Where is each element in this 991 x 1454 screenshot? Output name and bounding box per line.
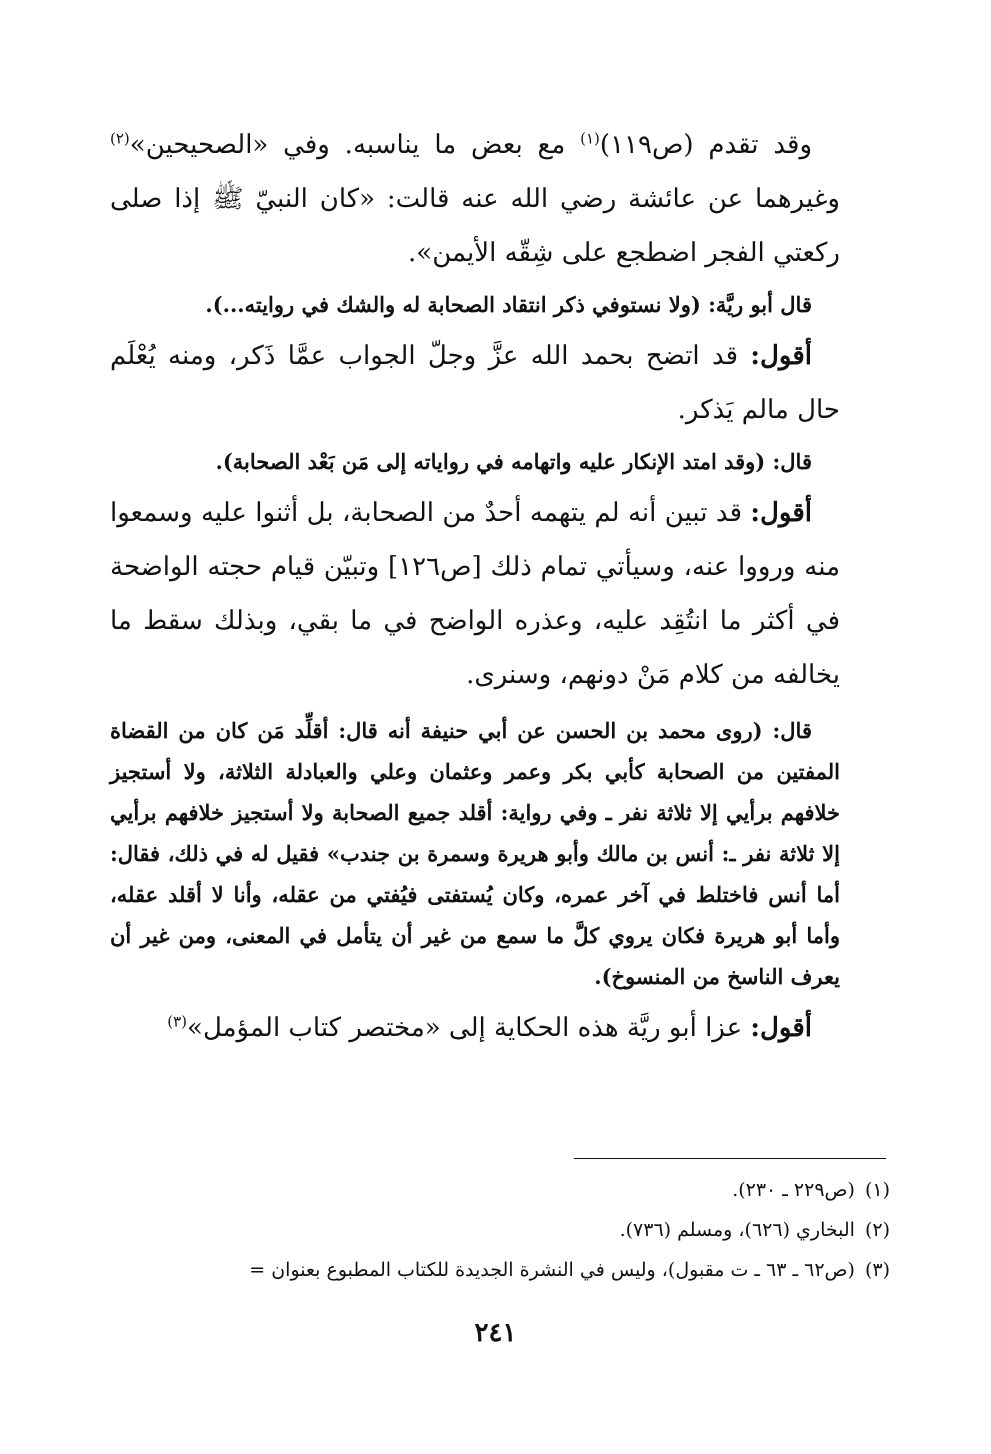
footnote-ref-1[interactable]: (١): [580, 129, 600, 148]
footnote-ref-2[interactable]: (٢): [110, 129, 130, 148]
footnote-item: [110, 1210, 890, 1250]
paragraph-1-text-c: وغيرهما عن عائشة رضي الله عنه قالت: «كان النبيّ ﷺ إذا صلى ركعتي الفجر اضطجع على شِقّه الأيمن».: [110, 184, 840, 268]
answer-1-label: أقول:: [750, 341, 812, 371]
page-number: ٢٤١: [474, 1318, 517, 1348]
footnote-number: (٣): [864, 1259, 890, 1281]
answer-1: [110, 329, 840, 437]
paragraph-1-text-a: وقد تقدم (ص١١٩): [599, 130, 812, 160]
quote-1: قال أبو ريَّة: (ولا نستوفي ذكر انتقاد الصحابة له والشك في روايته...).: [205, 292, 812, 317]
footnote-number: (١): [864, 1179, 890, 1201]
footnote-divider: [574, 1158, 886, 1159]
answer-2-text: قد تبين أنه لم يتهمه أحدٌ من الصحابة، بل أثنوا عليه وسمعوا منه ورووا عنه، وسيأتي تمام ذلك [ص١٢٦] وتبيّن قيام حجته الواضحة في أكثر ما انتُقِد عليه، وعذره الواضح في ما بقي، وبذلك سقط ما يخالفه من كلام مَنْ دونهم، وسنرى.: [110, 498, 840, 690]
footnote-text: (ص٦٢ ـ ٦٣ ـ ت مقبول)، وليس في النشرة الجديدة للكتاب المطبوع بعنوان =: [249, 1259, 855, 1281]
answer-3: [110, 1001, 840, 1055]
footnotes: [110, 1170, 890, 1290]
answer-1-text: قد اتضح بحمد الله عزَّ وجلّ الجواب عمَّا ذَكر، ومنه يُعْلَم حال مالم يَذكر.: [110, 341, 840, 425]
footnote-ref-3[interactable]: (٣): [167, 1012, 188, 1031]
answer-3-text: عزا أبو ريَّة هذه الحكاية إلى «مختصر كتاب المؤمل»: [187, 1013, 751, 1043]
footnote-number: (٢): [864, 1219, 890, 1241]
answer-2-label: أقول:: [750, 498, 812, 528]
paragraph-1-text-b: مع بعض ما يناسبه. وفي «الصحيحين»: [129, 130, 581, 160]
footnote-text: البخاري (٦٢٦)، ومسلم (٧٣٦).: [619, 1219, 855, 1241]
main-content: [110, 118, 840, 1055]
quote-3: قال: (روى محمد بن الحسن عن أبي حنيفة أنه قال: أقلِّد مَن كان من القضاة المفتين من الصحابة كأبي بكر وعمر وعثمان وعلي والعبادلة الثلاثة، ولا أستجيز خلافهم برأيي إلا ثلاثة نفر ـ وفي رواية: أقلد جميع الصحابة ولا أستجيز خلافهم برأيي إلا ثلاثة نفر ـ: أنس بن مالك وأبو هريرة وسمرة بن جندب» فقيل له في ذلك، فقال: أما أنس فاختلط في آخر عمره، وكان يُستفتى فيُفتي من عقله، وأنا لا أقلد عقله، وأما أبو هريرة فكان يروي كلَّ ما سمع من غير أن يتأمل في المعنى، ومن غير أن يعرف الناسخ من المنسوخ).: [110, 718, 840, 989]
footnote-item: [110, 1170, 890, 1210]
answer-3-label: أقول:: [750, 1013, 812, 1043]
answer-2: [110, 486, 840, 702]
footnote-text: (ص٢٢٩ ـ ٢٣٠).: [732, 1179, 855, 1201]
quote-2: قال: (وقد امتد الإنكار عليه واتهامه في رواياته إلى مَن بَعْد الصحابة).: [215, 449, 812, 474]
footnote-item: [110, 1250, 890, 1290]
paragraph-1: [110, 118, 840, 280]
